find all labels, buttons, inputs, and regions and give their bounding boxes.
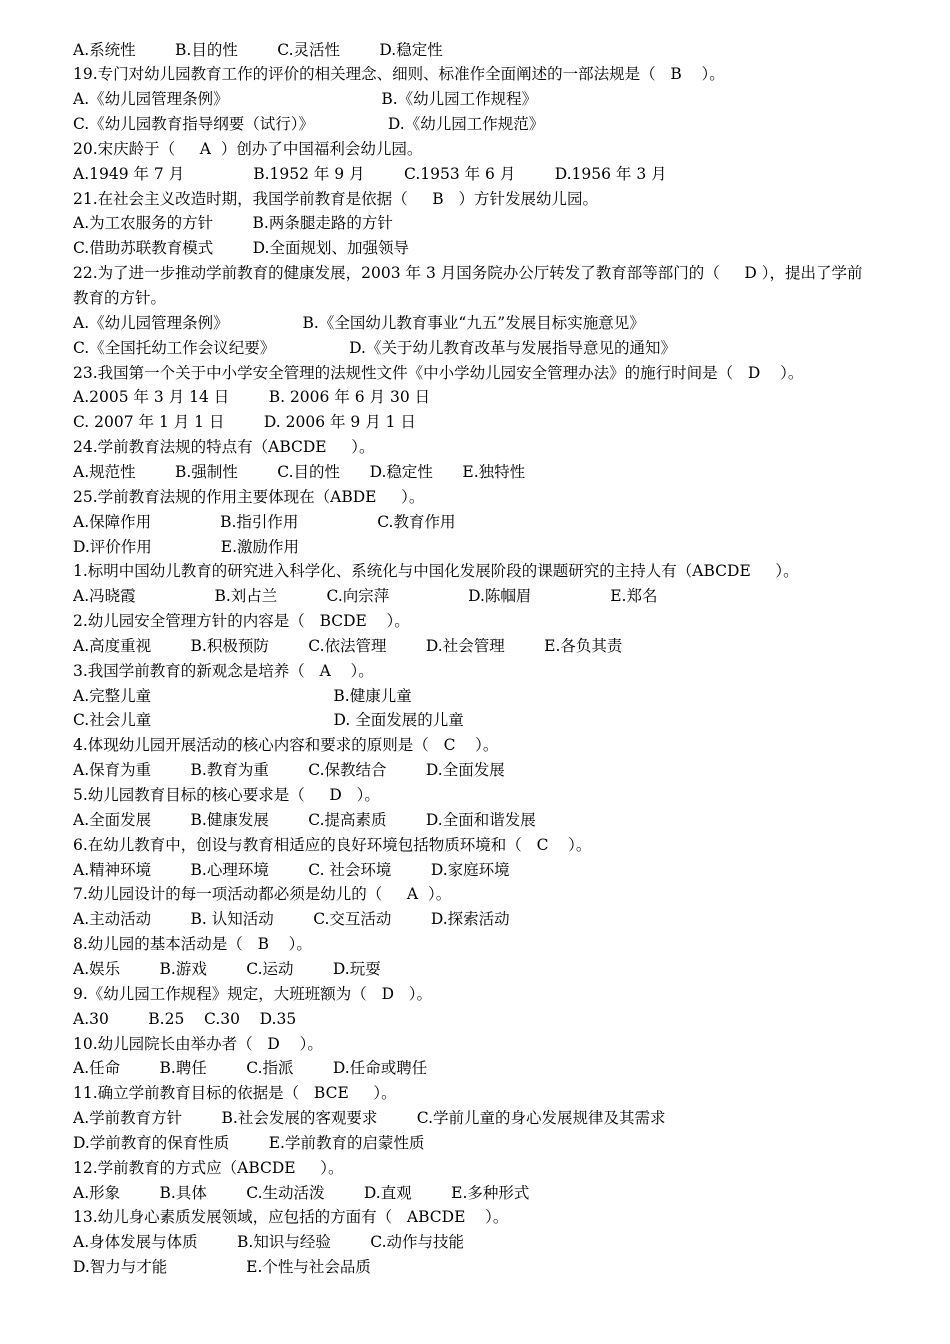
- text-line: A.《幼儿园管理条例》 B.《幼儿园工作规程》: [73, 90, 538, 109]
- text-line: 9.《幼儿园工作规程》规定，大班班额为（ D ）。: [73, 984, 433, 1003]
- text-line: 2.幼儿园安全管理方针的内容是（ BCDE ）。: [73, 612, 410, 631]
- text-line: C.社会儿童 D. 全面发展的儿童: [73, 711, 464, 730]
- text-line: A.娱乐 B.游戏 C.运动 D.玩耍: [73, 959, 381, 978]
- text-line: 22.为了进一步推动学前教育的健康发展，2003 年 3 月国务院办公厅转发了教育部等部门的（ D ），提出了学前: [73, 264, 863, 283]
- text-line: A.30 B.25 C.30 D.35: [73, 1009, 297, 1028]
- text-line: D.学前教育的保育性质 E.学前教育的启蒙性质: [73, 1133, 425, 1152]
- text-line: C.《幼儿园教育指导纲要（试行）》 D.《幼儿园工作规范》: [73, 115, 545, 134]
- text-line: D.智力与才能 E.个性与社会品质: [73, 1258, 371, 1277]
- text-line: C. 2007 年 1 月 1 日 D. 2006 年 9 月 1 日: [73, 413, 416, 432]
- text-line: 20.宋庆龄于（ A ）创办了中国福利会幼儿园。: [73, 139, 423, 158]
- text-line: A.为工农服务的方针 B.两条腿走路的方针: [73, 214, 393, 233]
- text-line: A.形象 B.具体 C.生动活泼 D.直观 E.多种形式: [73, 1183, 530, 1202]
- text-line: 21.在社会主义改造时期，我国学前教育是依据（ B ）方针发展幼儿园。: [73, 189, 598, 208]
- text-line: 8.幼儿园的基本活动是（ B ）。: [73, 935, 312, 954]
- text-line: 1.标明中国幼儿教育的研究进入科学化、系统化与中国化发展阶段的课题研究的主持人有（ABCDE ）。: [73, 562, 799, 581]
- text-line: 12.学前教育的方式应（ABCDE ）。: [73, 1158, 344, 1177]
- text-line: A.精神环境 B.心理环境 C. 社会环境 D.家庭环境: [73, 860, 510, 879]
- text-line: A.冯晓霞 B.刘占兰 C.向宗萍 D.陈帼眉 E.郑名: [73, 587, 658, 606]
- text-line: 3.我国学前教育的新观念是培养（ A ）。: [73, 661, 374, 680]
- text-line: A.《幼儿园管理条例》 B.《全国幼儿教育事业“九五”发展目标实施意见》: [73, 313, 645, 332]
- text-line: 23.我国第一个关于中小学安全管理的法规性文件《中小学幼儿园安全管理办法》的施行时间是（ D ）。: [73, 363, 804, 382]
- text-line: 24.学前教育法规的特点有（ABCDE ）。: [73, 438, 375, 457]
- text-line: A.任命 B.聘任 C.指派 D.任命或聘任: [73, 1059, 428, 1078]
- text-line: 7.幼儿园设计的每一项活动都必须是幼儿的（ A ）。: [73, 885, 452, 904]
- text-line: A.1949 年 7 月 B.1952 年 9 月 C.1953 年 6 月 D.1956 年 3 月: [73, 164, 667, 183]
- text-line: 4.体现幼儿园开展活动的核心内容和要求的原则是（ C ）。: [73, 736, 499, 755]
- text-line: A.2005 年 3 月 14 日 B. 2006 年 6 月 30 日: [73, 388, 431, 407]
- text-line: A.身体发展与体质 B.知识与经验 C.动作与技能: [73, 1233, 465, 1252]
- text-line: 25.学前教育法规的作用主要体现在（ABDE ）。: [73, 487, 425, 506]
- text-line: 11.确立学前教育目标的依据是（ BCE ）。: [73, 1084, 397, 1103]
- text-line: 5.幼儿园教育目标的核心要求是（ D ）。: [73, 786, 380, 804]
- text-line: 13.幼儿身心素质发展领域，应包括的方面有（ ABCDE ）。: [73, 1208, 509, 1227]
- text-line: 6.在幼儿教育中，创设与教育相适应的良好环境包括物质环境和（ C ）。: [73, 835, 592, 854]
- text-line: A.主动活动 B. 认知活动 C.交互活动 D.探索活动: [73, 910, 510, 929]
- text-line: A.高度重视 B.积极预防 C.依法管理 D.社会管理 E.各负其责: [73, 636, 623, 655]
- text-line: A.全面发展 B.健康发展 C.提高素质 D.全面和谐发展: [73, 810, 536, 829]
- text-line: 19.专门对幼儿园教育工作的评价的相关理念、细则、标准作全面阐述的一部法规是（ B ）。: [73, 65, 725, 84]
- text-line: C.《全国托幼工作会议纪要》 D.《关于幼儿教育改革与发展指导意见的通知》: [73, 338, 676, 357]
- text-line: A.保育为重 B.教育为重 C.保教结合 D.全面发展: [73, 761, 505, 780]
- text-line: A.完整儿童 B.健康儿童: [73, 686, 412, 705]
- text-line: 10.幼儿园院长由举办者（ D ）。: [73, 1034, 323, 1053]
- text-line: D.评价作用 E.激励作用: [73, 537, 300, 556]
- text-line: A.保障作用 B.指引作用 C.教育作用: [73, 512, 456, 531]
- text-line: C.借助苏联教育模式 D.全面规划、加强领导: [73, 239, 409, 258]
- text-line: A.系统性 B.目的性 C.灵活性 D.稳定性: [73, 40, 443, 59]
- text-line: A.规范性 B.强制性 C.目的性 D.稳定性 E.独特性: [73, 462, 526, 481]
- text-line: A.学前教育方针 B.社会发展的客观要求 C.学前儿童的身心发展规律及其需求: [73, 1109, 666, 1128]
- text-line: 教育的方针。: [73, 289, 167, 307]
